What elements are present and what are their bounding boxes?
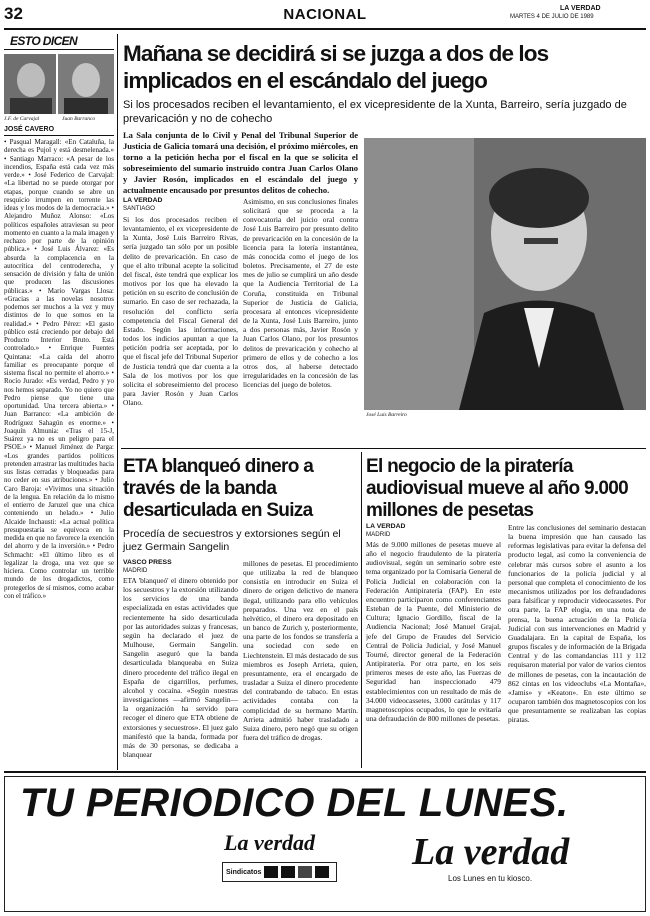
header-rule	[4, 28, 646, 30]
sidebar-label-rule	[4, 135, 114, 136]
page-number: 32	[4, 4, 23, 23]
sidebar-photo-barranco	[58, 54, 114, 114]
eta-headline: ETA blanqueó dinero a través de la banda desarticulada en Suiza	[123, 456, 314, 521]
advert-slogan: TU PERIODICO DEL LUNES.	[20, 781, 569, 825]
piracy-col2: Entre las conclusiones del seminario destacan la buena impresión que han causado las reformas legislativas para evitar la defensa del producto legal, así como la conveniencia de celebrar más cursos sobre el asunto a los funcionarios de la policía judicial y al personal que completa el conocimiento de los mecanismos utilizados por los defraudadores para falsificar y reproducir videocassetes. Por otra parte, la FAP elogia, en una nota de prensa, la buena actuación de la Policía Judicial con sus intervenciones en Madrid y Guadalajara. En la capital de España, los grupos fiscales y de información de la Brigada Central y de las comandancias 111 y 112 requisaron material por valor de varios cientos de millones de pesetas, con la incautación de 862 cintas en los videoclubs «La Montaña», «Jamis» y «Keaton». En este último se ocuparon también dos magnetoscopios con los que presuntamente se realizaban las copias piratas.	[508, 523, 646, 725]
lead-photo-caption: José Luis Barreiro	[366, 412, 407, 418]
lead-bottom-rule	[121, 448, 646, 449]
eta-col2: millones de pesetas. El procedimiento que utilizaba la red de blanqueo consistía en introducir en Suiza el dinero de origen delictivo de manera ilegal, utilizando para ello vehículos preparados. Una vez en el país helvético, el dinero era depositado en un banco de Zurich y, posteriormente, una parte de los fondos se transfería a una sociedad con sede en Liechtenstein. El más destacado de sus miembros es Joseph Arrieta, quien, presuntamente, era el encargado de trasladar a Suiza el dinero procedente del contrabando de tabaco. En estas actividades contaba con la complicidad de su hermano Martín. Arrieta admitió haber trasladado a Suiza dinero, pero negó que su origen fuera del tráfico de drogas.	[243, 559, 358, 742]
piracy-col1: Más de 9.000 millones de pesetas mueve al año el negocio fraudulento de la piratería audiovisual, según un seminario sobre este tema organizado por la Comisaría General de Policía Judicial en colaboración con la Federación Antipiratería (FAP). En este encuentro participaron como conferenciantes Esteban de la Puente, del Ministerio de Cultura; Ignacio Gordillo, fiscal de la Audiencia Nacional; José Manuel Grajal, jefe del Grupo de Fraudes del Servicio Central de Policía Judicial, y José Manuel Tourné, director general de la Federación Antipiratería. Por otra parte, en los seis primeros meses de este año, las Fuerzas de Seguridad han inspeccionado 479 establecimientos con un resultado de más de 34.000 videocassetes, 3.000 carátulas y 117 magnetoscopios ocupados, lo que le evitaría una defraudación de 800 millones de pesetas.	[366, 540, 501, 723]
sidebar-text: • Pasqual Maragall: «En Cataluña, la derecha es Pujol y está desmelenada.» • Santiago Marraco: «A pesar de los incendios, España está cada vez más verde.» • José Federico de Carvajal: «La libertad no se puede otorgar por etapas, porque cuando se abre un resquicio irrumpen en torrente las ideas y los modos de la democracia.» • Alejandro Muñoz Alonso: «Los políticos españoles atraviesan su peor momento en cuanto a la mala imagen y rechazo por parte de la opinión pública.» • José Luis Álvarez: «Es absurda la complacencia en la autocrítica del centroderecha, y sensación de división y falta de unión que producen las discusiones públicas.» • Mario Vargas Llosa: «Gracias a las novelas nosotros podemos ser muchos a la vez y muy distintos de lo que somos en la realidad.» • Pedro Pérez: «El gasto público está creciendo por debajo del Producto Interior Bruto. Está controlado.» • Enrique Fuentes Quintana: «La caída del ahorro familiar es preocupante porque el sistema fiscal no permite el ahorro.» • Rocío Jurado: «Es verdad, Pedro y yo nos hemos separado. Yo no quiero que Pedro piense que tiene una oportunidad. Una tercera abierta.» • Juan Barranco: «La ambición de Rodríguez Sahagún es enorme.» • Joaquín Almunia: «Tras el 15-J, Suárez ya no es un peligro para el PSOE.» • Manuel Jiménez de Parga: «Los grandes partidos políticos pretenden arrastrar las multitudes hacia sus listas cerradas y bloqueadas para no ceder en sus atribuciones.» • Julio Caro Baroja: «Vivimos una situación de la lengua. En relación da lo mismo el entierro de Jaruzel que una chica conteniendo un helado.» • Julio Alcaide Inchausti: «La actual política presupuestaria se equivoca en la medida en que no favorece la exención del ahorro y de la inversión.» • Pedro Schmacht: «El último libro es el legalizar la droga, una vez que se hiciera. Como controlar un terrible mundo de los drogadictos, como protegerlos de sí mismos, como acabar con el tráfico.»	[4, 138, 114, 600]
eta-byline-place: MADRID	[123, 567, 148, 574]
advert-logo-right: La verdad	[412, 831, 570, 873]
advert-logo-left-strip	[222, 862, 337, 882]
eta-byline	[123, 559, 172, 575]
lead-intro: La Sala conjunta de lo Civil y Penal del Tribunal Superior de Justicia de Galicia tomará una decisión, el próximo miércoles, en torno a la petición hecha por el fiscal en la que se solicita el sobreseimiento del sumario instruido contra Juan Carlos Olano y Javier Rosón, implicados en el escándalo del juego y actualmente encausado por presuntos delitos de cohecho.	[123, 130, 358, 195]
lead-headline: Mañana se decidirá si se juzga a dos de los implicados en el escándalo del juego	[123, 41, 549, 93]
sidebar-label: JOSÉ CAVERO	[4, 126, 55, 133]
section-title: NACIONAL	[283, 6, 367, 23]
sidebar-photo-carvajal	[4, 54, 56, 114]
photo-caption-carvajal: J.F. de Carvajal	[4, 116, 40, 122]
piracy-byline	[366, 523, 405, 539]
face-icon	[58, 54, 114, 114]
piracy-byline-place: MADRID	[366, 531, 391, 538]
advert-logo-left-extra: Sindicatos	[226, 868, 262, 876]
supplement-logo-icon	[281, 866, 295, 878]
sidebar-divider	[117, 34, 118, 770]
newspaper-name: LA VERDAD	[560, 5, 601, 12]
advert-logo-left: La verdad	[224, 830, 316, 855]
supplement-logo-icon	[264, 866, 278, 878]
eta-byline-source: VASCO PRESS	[123, 559, 172, 566]
lead-subhead: Si los procesados reciben el levantamiento, el ex vicepresidente de la Xunta, Barreiro, sería juzgado de prevaricación y no de cohecho	[123, 99, 627, 125]
eta-subhead: Procedía de secuestros y extorsiones según el juez Germain Sangelin	[123, 528, 341, 553]
eta-col1: ETA 'blanqueó' el dinero obtenido por los secuestros y la extorsión utilizando los servicios de una banda especializada en estas actividades que recientemente ha sido desarticulada por las autoridades suizas y francesas, según ha declarado el juez de Mulhouse, Germain Sangelin. Sangelin aseguró que la banda desarticulada blanqueaba en Suiza dinero procedente del tráfico ilegal en España de cigarrillos, perfumes, alcohol y cocaína. «Según nuestras investigaciones —afirmó Sangelin— la organización ha servido para recoger el dinero que ETA obtiene de extorsiones y secuestros». El juez galo manifestó que la banda, formada por más de 30 personas, se dedicaba a blanquear	[123, 576, 238, 759]
face-icon	[4, 54, 56, 114]
sidebar-title-rule	[4, 49, 114, 50]
advert-top-rule	[4, 771, 646, 773]
advert-tagline: Los Lunes en tu kiosco.	[448, 874, 533, 883]
supplement-logo-icon	[298, 866, 312, 878]
story-divider	[361, 452, 362, 768]
supplement-logo-icon	[315, 866, 329, 878]
issue-date: MARTES 4 DE JULIO DE 1989	[510, 14, 594, 20]
piracy-headline: El negocio de la piratería audiovisual mueve al año 9.000 millones de pesetas	[366, 456, 629, 521]
lead-col1: Si los dos procesados reciben el levantamiento, el ex vicepresidente de la Xunta, José Luis Barreiro Rivas, sería juzgado tan sólo por un posible delito de prevaricación. En caso de que el alto tribunal acepte la solicitud del fiscal, éste tendrá que explicar los motivos por los que ha elevado la petición en su escrito de conclusión de sumario. En caso de ser rechazada, la resolución del conflicto sería competencia del Fiscal General del Estado. Según las informaciones, todos los indicios apuntan a que la petición podría ser aceptada, por lo que el fiscal jefe del Tribunal Superior de Justicia tendrá que dar cuenta a la Sala de los motivos por los que solicita el sobreseimiento del proceso para Javier Rosón y Juan Carlos Olano.	[123, 215, 238, 408]
lead-photo-barreiro	[364, 138, 646, 410]
lead-byline	[123, 197, 162, 213]
piracy-byline-source: LA VERDAD	[366, 523, 406, 530]
sidebar-title: ESTO DICEN	[10, 34, 78, 48]
lead-byline-source: LA VERDAD	[123, 197, 163, 204]
photo-caption-barranco: Juan Barranco	[62, 116, 96, 122]
lead-col2: Asimismo, en sus conclusiones finales solicitará que se proceda a la convocatoria del juicio oral contra José Luis Barreiro por presunto delito de prevaricación en la concesión de la licencia para la lotería instantánea, más conocida como el juego de los boletos. Precisamente, el 27 de este mes de julio se cumplirá un año desde que la Audiencia Territorial de La Coruña, constituida en Tribunal Superior de Justicia de Galicia, procesara al entonces vicepresidente de la Xunta, José Luis Barreiro, junto a dos personas más, Javier Rosón y Juan Carlos Olano, por los presuntos delitos de prevaricación y cohecho al primero de ellos y de cohecho a los otros dos, al haberse detectado irregularidades en la concesión de las licencias del juego de boletos.	[243, 197, 358, 390]
portrait-icon	[364, 138, 646, 410]
lead-byline-place: SANTIAGO	[123, 205, 155, 212]
